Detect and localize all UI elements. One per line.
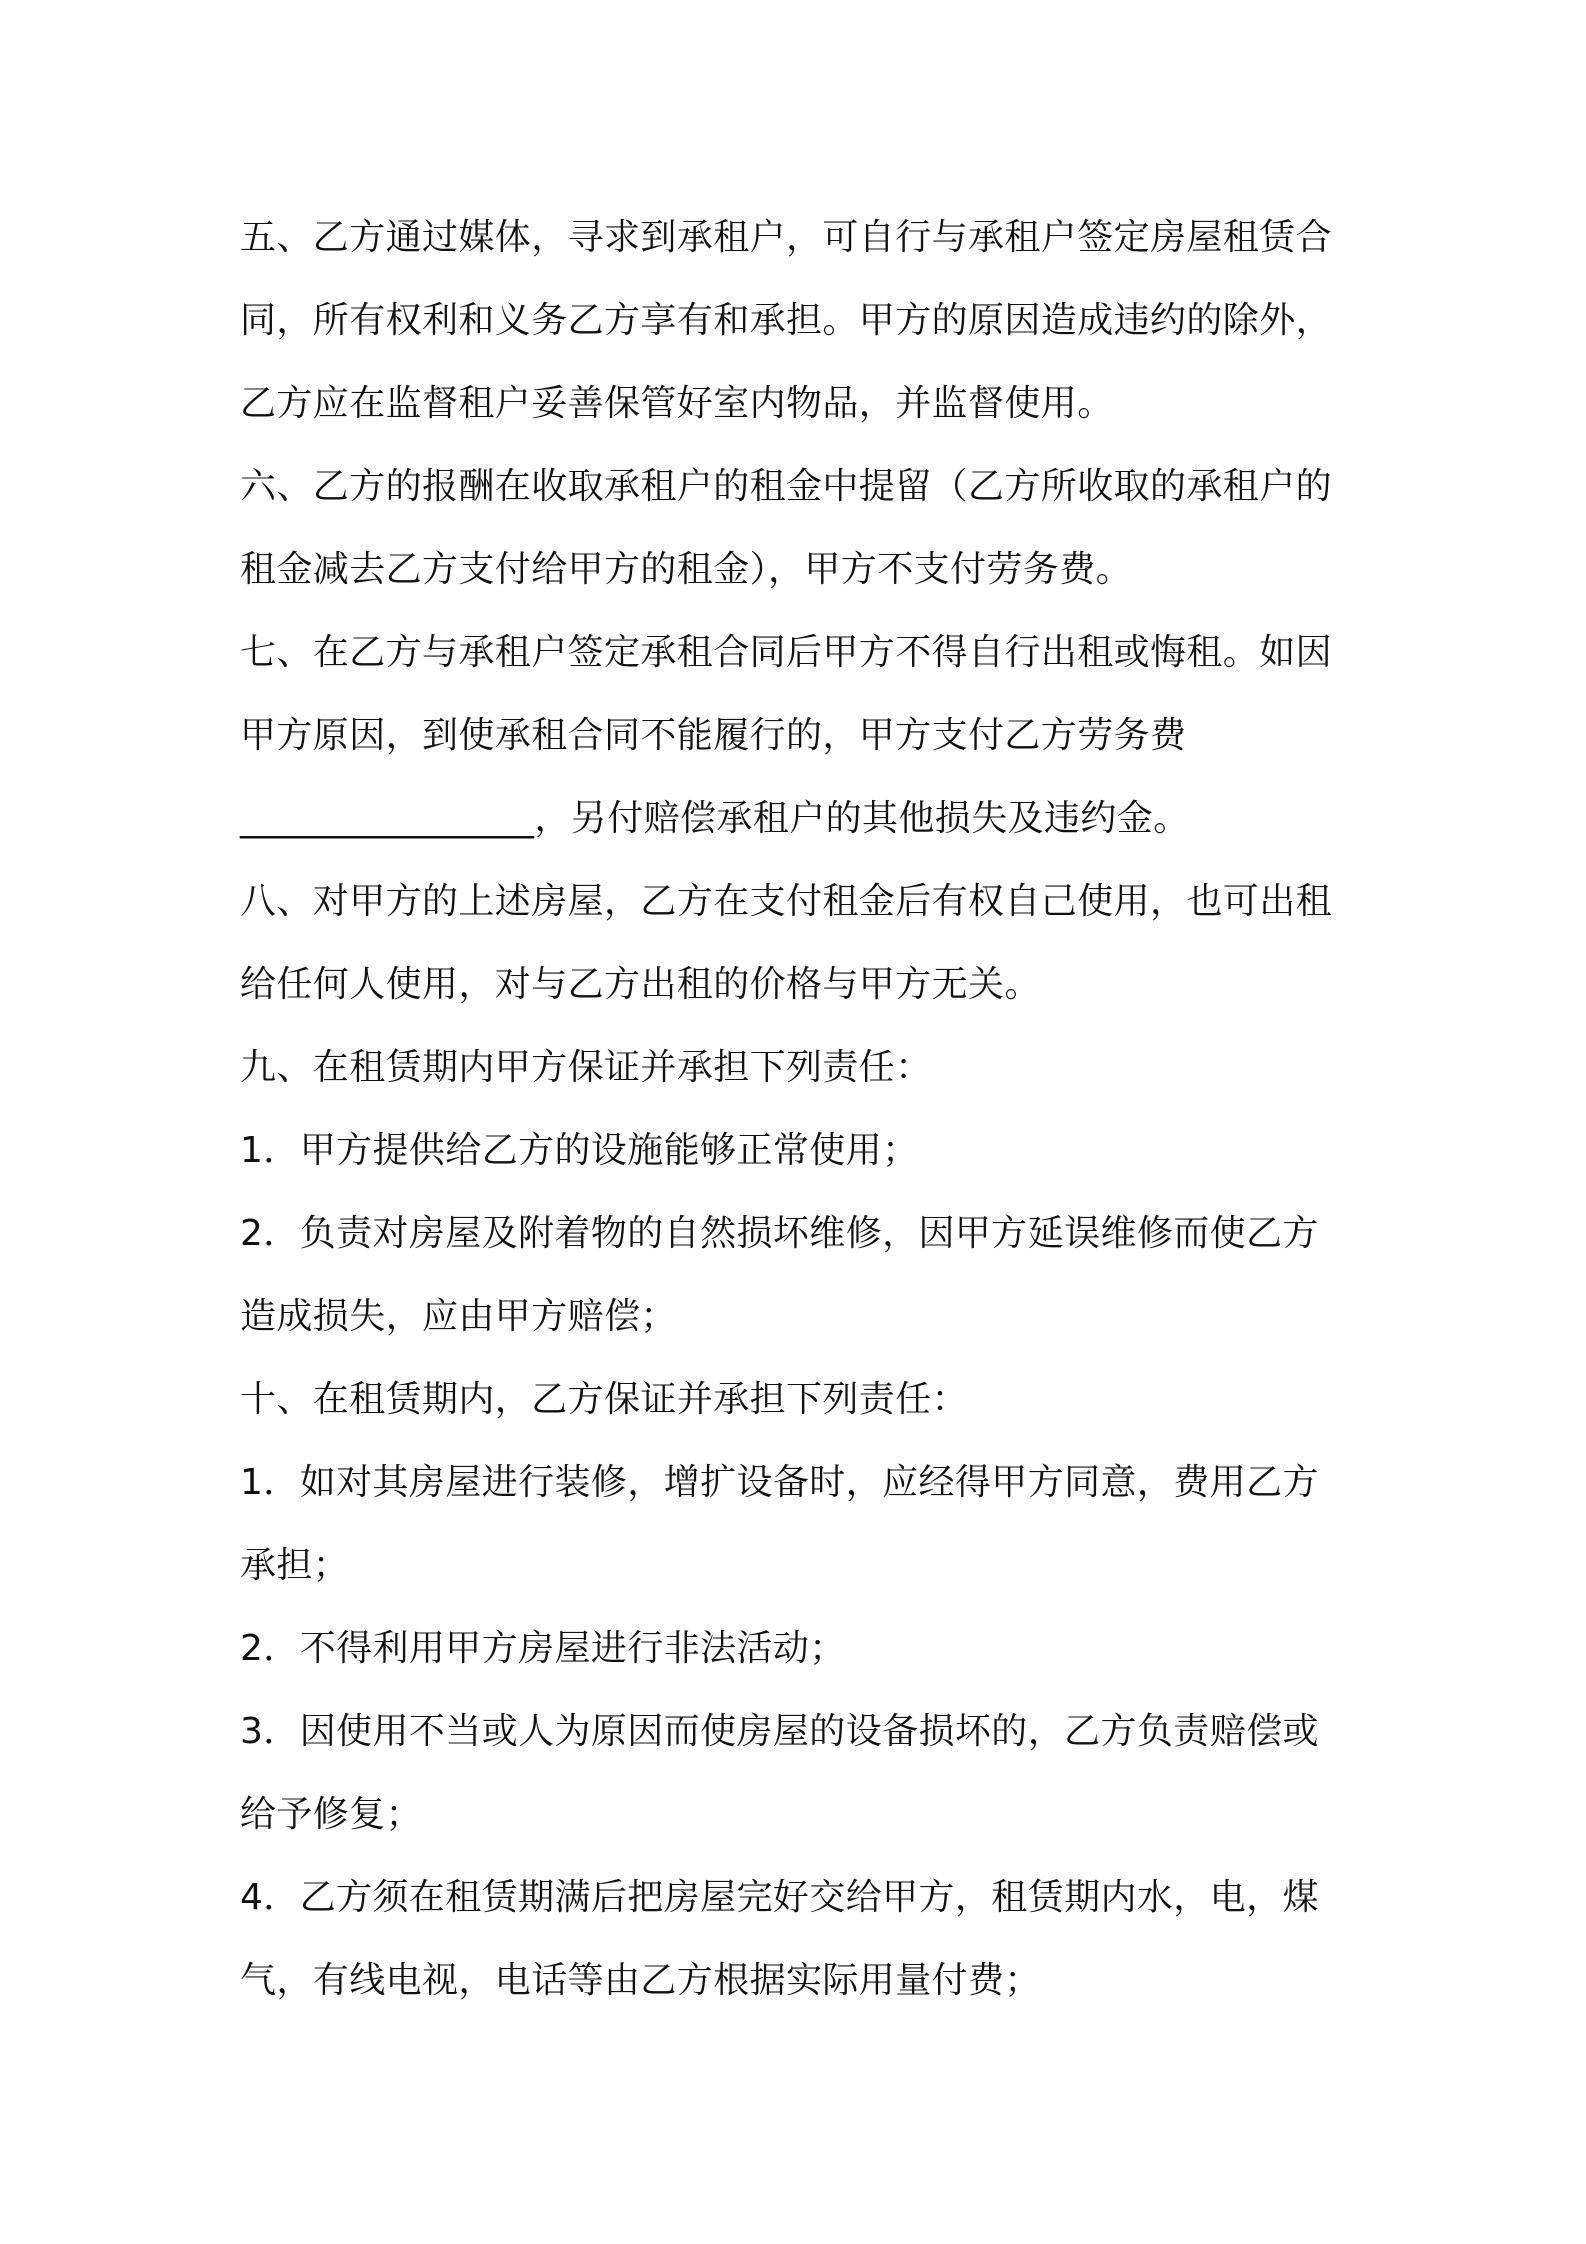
text-line: ________________，另付赔偿承租户的其他损失及违约金。 [240, 798, 1190, 839]
text-line: 给任何人使用，对与乙方出租的价格与甲方无关。 [240, 964, 1041, 1005]
text-line: 七、在乙方与承租户签定承租合同后甲方不得自行出租或悔租。如因 [240, 632, 1333, 673]
text-line: 气，有线电视，电话等由乙方根据实际用量付费； [240, 1960, 1041, 2001]
text-line: 3．因使用不当或人为原因而使房屋的设备损坏的，乙方负责赔偿或 [240, 1711, 1319, 1752]
text-line: 给予修复； [240, 1794, 423, 1835]
text-line: 九、在租赁期内甲方保证并承担下列责任： [240, 1047, 932, 1088]
text-line: 2．负责对房屋及附着物的自然损坏维修，因甲方延误维修而使乙方 [240, 1213, 1319, 1254]
text-line: 甲方原因，到使承租合同不能履行的，甲方支付乙方劳务费 [240, 715, 1187, 756]
text-line: 同，所有权利和义务乙方享有和承担。甲方的原因造成违约的除外， [240, 300, 1333, 341]
text-line: 十、在租赁期内，乙方保证并承担下列责任： [240, 1379, 969, 1420]
text-line: 六、乙方的报酬在收取承租户的租金中提留（乙方所收取的承租户的 [240, 466, 1333, 507]
text-line: 八、对甲方的上述房屋，乙方在支付租金后有权自己使用，也可出租 [240, 881, 1333, 922]
text-line: 乙方应在监督租户妥善保管好室内物品，并监督使用。 [240, 383, 1114, 424]
text-line: 1．如对其房屋进行装修，增扩设备时，应经得甲方同意，费用乙方 [240, 1462, 1319, 1503]
text-line: 4．乙方须在租赁期满后把房屋完好交给甲方，租赁期内水，电，煤 [240, 1877, 1319, 1918]
contract-text [240, 196, 1360, 2022]
text-line: 1．甲方提供给乙方的设施能够正常使用； [240, 1130, 919, 1171]
text-line: 租金减去乙方支付给甲方的租金），甲方不支付劳务费。 [240, 549, 1133, 590]
text-line: 2．不得利用甲方房屋进行非法活动； [240, 1628, 846, 1669]
text-line: 五、乙方通过媒体，寻求到承租户，可自行与承租户签定房屋租赁合 [240, 217, 1333, 258]
text-line: 造成损失，应由甲方赔偿； [240, 1296, 677, 1337]
text-line: 承担； [240, 1545, 350, 1586]
